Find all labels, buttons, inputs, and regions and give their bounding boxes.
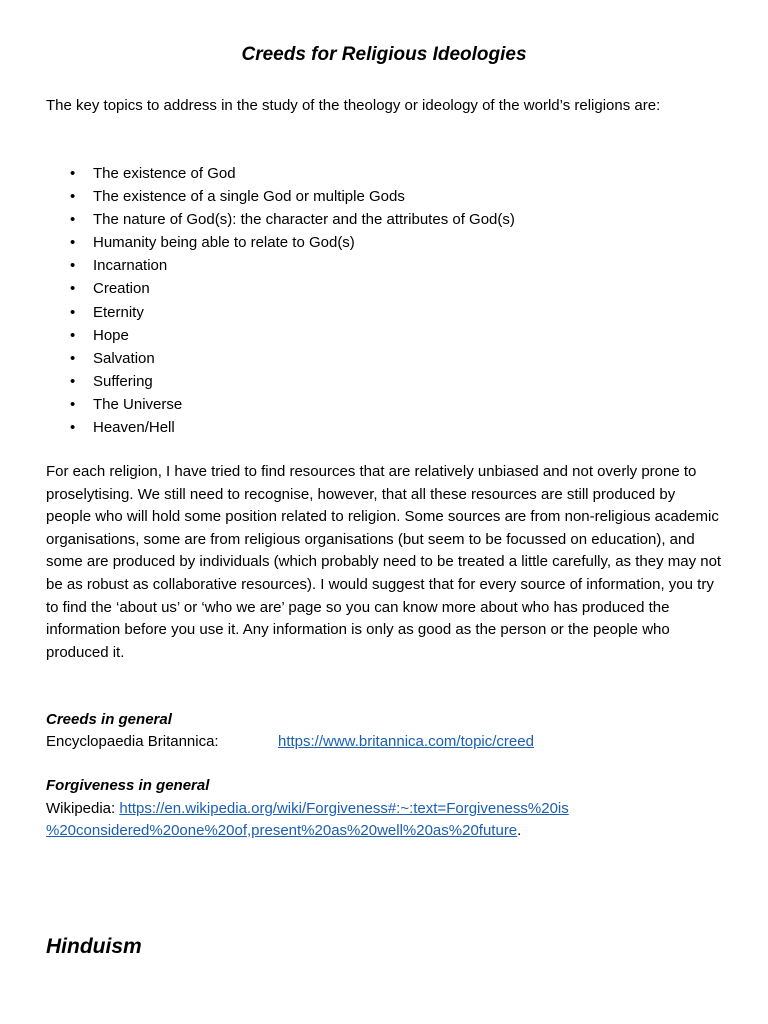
forgiveness-reference xyxy=(46,798,722,842)
bullet-icon: • xyxy=(70,234,76,252)
wikipedia-link-part2[interactable]: %20considered%20one%20of,present%20as%20well%20as%20future xyxy=(46,822,518,839)
list-item: • The existence of a single God or multiple Gods xyxy=(46,185,515,208)
list-item: • Suffering xyxy=(46,370,515,393)
list-item: • The nature of God(s): the character and the attributes of God(s) xyxy=(46,208,515,231)
forgiveness-heading: Forgiveness in general xyxy=(46,777,210,794)
intro-text: The key topics to address in the study of the theology or ideology of the world’s religions are: xyxy=(46,97,661,114)
bullet-icon: • xyxy=(70,165,76,182)
wikipedia-link-part1[interactable]: https://en.wikipedia.org/wiki/Forgiveness#:~:text=Forgiveness%20is xyxy=(119,800,569,817)
list-item: • Eternity xyxy=(46,301,515,324)
bullet-icon: • xyxy=(70,395,76,413)
bullet-icon: • xyxy=(70,280,76,298)
bullet-icon: • xyxy=(70,372,76,390)
creeds-source-label: Encyclopaedia Britannica: xyxy=(46,733,219,750)
list-item: • Humanity being able to relate to God(s) xyxy=(46,231,515,254)
bullet-icon: • xyxy=(70,257,76,275)
list-item: • The existence of God xyxy=(46,162,515,185)
list-item: • Heaven/Hell xyxy=(46,416,515,439)
link-trailing-period: . xyxy=(517,822,522,839)
bullet-icon: • xyxy=(70,326,76,344)
list-item: • Hope xyxy=(46,324,515,347)
document-title: Creeds for Religious Ideologies xyxy=(241,44,527,65)
creeds-heading: Creeds in general xyxy=(46,711,172,728)
bullet-icon: • xyxy=(70,211,76,229)
creeds-reference xyxy=(46,731,722,753)
bullet-icon: • xyxy=(70,188,76,206)
forgiveness-source-label: Wikipedia: xyxy=(46,800,120,817)
bullet-icon: • xyxy=(70,349,76,367)
section-title-hinduism: Hinduism xyxy=(46,935,142,958)
list-item: • Salvation xyxy=(46,347,515,370)
bullet-icon: • xyxy=(70,303,76,321)
list-item: • Creation xyxy=(46,277,515,300)
list-item: • Incarnation xyxy=(46,254,515,277)
topics-list xyxy=(46,162,515,439)
body-paragraph: For each religion, I have tried to find resources that are relatively unbiased and not overly prone to proselytising. We still need to recognise, however, that all these resources are still produced by people who will hold some position related to religion. Some sources are from non-religious academic organisations, some are from religious organisations (but seem to be focussed on education), and some are produced by individuals (which probably need to be treated a little carefully, as they may not be as robust as collaborative resources). I would suggest that for every source of information, you try to find the ‘about us’ or ‘who we are’ page so you can know more about who has produced the information before you use it. Any information is only as good as the person or the people who produced it. xyxy=(46,463,722,661)
britannica-link[interactable]: https://www.britannica.com/topic/creed xyxy=(278,733,534,750)
bullet-icon: • xyxy=(70,419,76,437)
list-item: • The Universe xyxy=(46,393,515,416)
